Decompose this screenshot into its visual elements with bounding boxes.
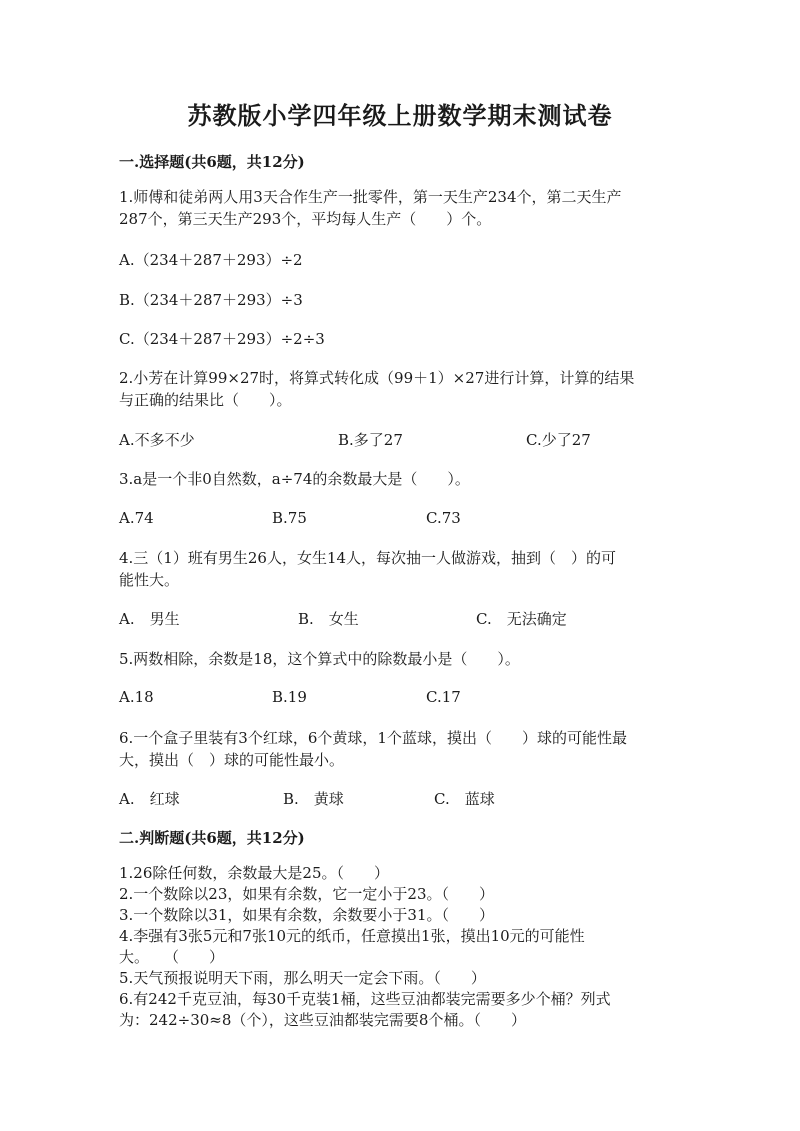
question-3-option-b: B.75 <box>272 509 307 527</box>
true-false-item-2: 2.一个数除以23，如果有余数，它一定小于23。（ ） <box>119 885 494 903</box>
question-6-line-1: 6.一个盒子里装有3个红球，6个黄球，1个蓝球，摸出（ ）球的可能性最 <box>119 729 627 747</box>
question-1-line-2: 287个，第三天生产293个，平均每人生产（ ）个。 <box>119 210 492 228</box>
question-4-option-c: C. 无法确定 <box>476 610 567 628</box>
question-6 <box>119 727 684 771</box>
question-6-line-2: 大，摸出（ ）球的可能性最小。 <box>119 751 345 769</box>
question-5-option-c: C.17 <box>426 688 461 706</box>
true-false-list <box>119 863 684 1031</box>
question-1 <box>119 186 684 230</box>
question-5-line-1: 5.两数相除，余数是18，这个算式中的除数最小是（ ）。 <box>119 650 520 668</box>
question-4-option-a: A. 男生 <box>119 610 180 628</box>
question-3 <box>119 468 684 490</box>
question-2 <box>119 367 684 411</box>
page-title: 苏教版小学四年级上册数学期末测试卷 <box>187 101 613 130</box>
question-4 <box>119 547 684 591</box>
question-2-line-1: 2.小芳在计算99×27时，将算式转化成（99＋1）×27进行计算，计算的结果 <box>119 369 635 387</box>
question-2-option-b: B.多了27 <box>338 431 403 449</box>
true-false-item-1: 1.26除任何数，余数最大是25。（ ） <box>119 864 389 882</box>
question-5-option-a: A.18 <box>119 688 154 706</box>
question-6-option-a: A. 红球 <box>119 790 180 808</box>
question-2-option-c: C.少了27 <box>526 431 591 449</box>
question-1-option-a: A.（234＋287＋293）÷2 <box>119 251 303 269</box>
question-6-option-b: B. 黄球 <box>283 790 344 808</box>
question-4-line-2: 能性大。 <box>119 571 180 589</box>
question-2-line-2: 与正确的结果比（ ）。 <box>119 391 292 409</box>
question-2-option-a: A.不多不少 <box>119 431 195 449</box>
true-false-item-3: 3.一个数除以31，如果有余数，余数要小于31。（ ） <box>119 906 494 924</box>
question-6-option-c: C. 蓝球 <box>434 790 495 808</box>
question-5 <box>119 648 684 670</box>
true-false-item-6-line-1: 6.有242千克豆油，每30千克装1桶，这些豆油都装完需要多少个桶？列式 <box>119 990 611 1008</box>
true-false-item-4-line-1: 4.李强有3张5元和7张10元的纸币，任意摸出1张，摸出10元的可能性 <box>119 927 585 945</box>
question-4-option-b: B. 女生 <box>298 610 359 628</box>
question-3-option-a: A.74 <box>119 509 154 527</box>
question-4-line-1: 4.三（1）班有男生26人，女生14人，每次抽一人做游戏，抽到（ ）的可 <box>119 549 617 567</box>
question-1-option-b: B.（234＋287＋293）÷3 <box>119 291 303 309</box>
section-heading-choice: 一.选择题(共6题，共12分) <box>119 153 305 171</box>
question-1-option-c: C.（234＋287＋293）÷2÷3 <box>119 330 325 348</box>
true-false-item-6-line-2: 为：242÷30≈8（个），这些豆油都装完需要8个桶。（ ） <box>119 1011 526 1029</box>
question-3-option-c: C.73 <box>426 509 461 527</box>
true-false-item-4-line-2: 大。 （ ） <box>119 948 225 966</box>
section-heading-true-false: 二.判断题(共6题，共12分) <box>119 829 305 847</box>
question-3-line-1: 3.a是一个非0自然数，a÷74的余数最大是（ ）。 <box>119 470 470 488</box>
true-false-item-5: 5.天气预报说明天下雨，那么明天一定会下雨。（ ） <box>119 969 486 987</box>
question-5-option-b: B.19 <box>272 688 307 706</box>
question-1-line-1: 1.师傅和徒弟两人用3天合作生产一批零件，第一天生产234个，第二天生产 <box>119 188 622 206</box>
